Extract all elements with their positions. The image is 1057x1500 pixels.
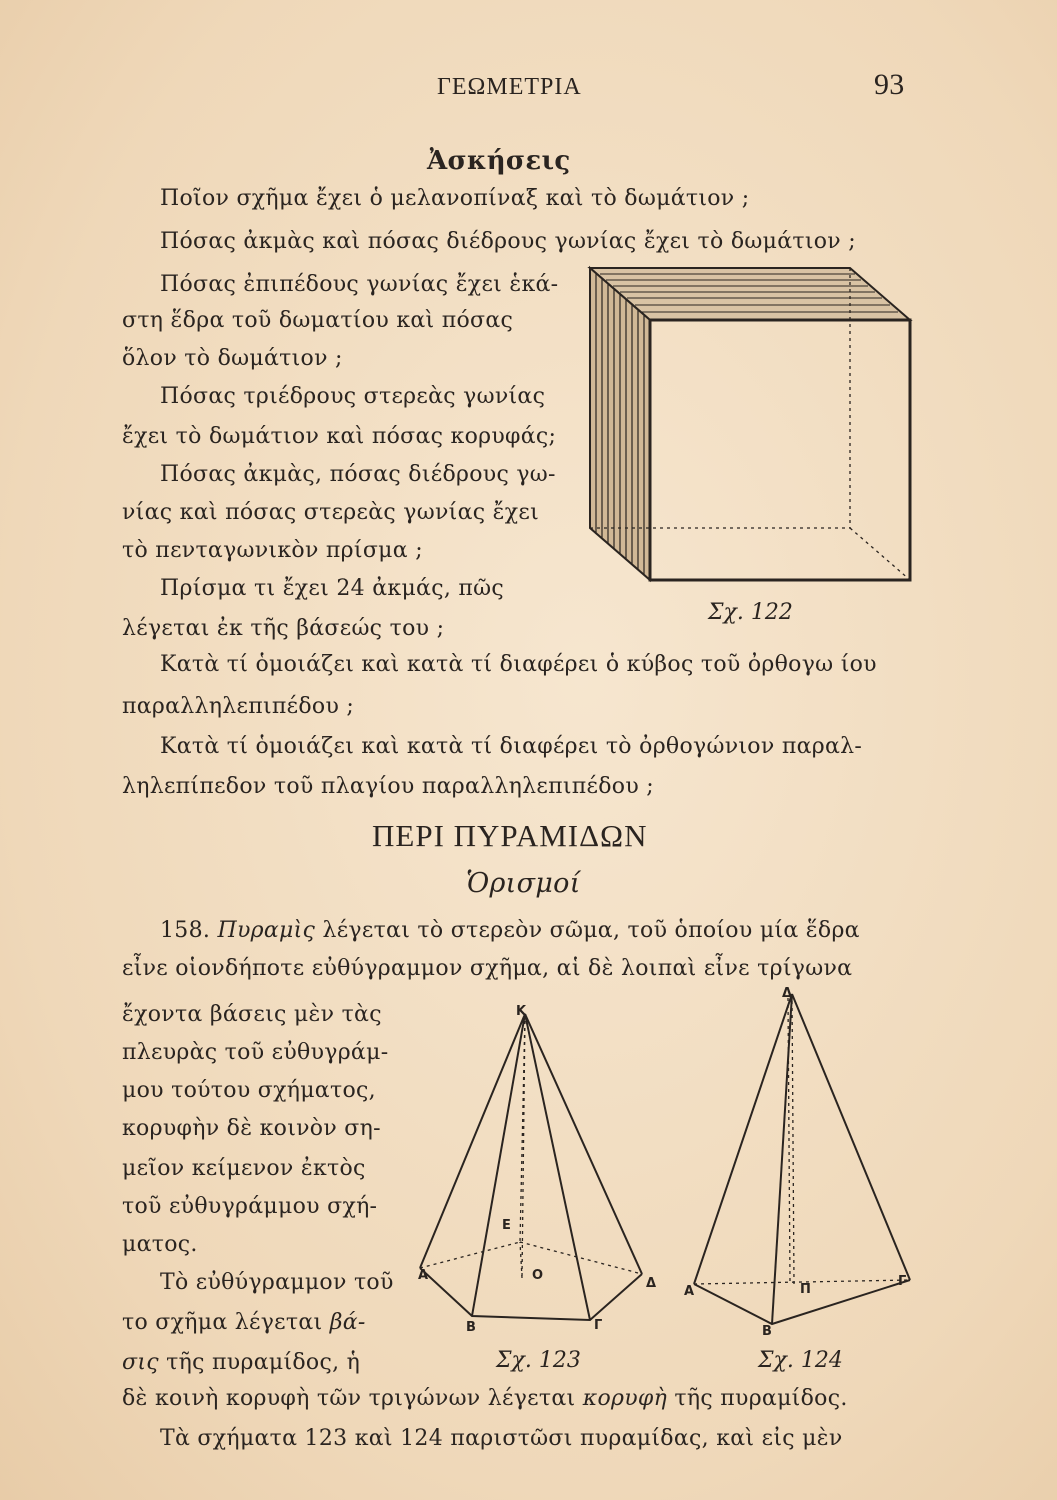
paragraph-number: 158.	[160, 918, 211, 943]
exercise-line: Ποῖον σχῆμα ἔχει ὁ μελανοπίναξ καὶ τὸ δωμάτιον ;	[160, 186, 750, 211]
term-basis-part-a: βά-	[329, 1310, 366, 1335]
term-basis-part-b: σις	[122, 1350, 159, 1375]
fig124-label-B: Β	[762, 1324, 772, 1339]
term-apex: κορυφὴ	[582, 1386, 668, 1411]
fig123-label-G: Γ	[594, 1318, 603, 1333]
exercise-line: Πόσας ἐπιπέδους γωνίας ἔχει ἑκά-	[160, 272, 559, 297]
paragraph-text: τῆς πυραμίδος, ἡ	[166, 1350, 361, 1375]
exercise-line: Κατὰ τί ὁμοιάζει καὶ κατὰ τί διαφέρει τὸ ὀρθογώνιον παραλ-	[160, 734, 863, 759]
fig124-label-G: Γ	[898, 1274, 907, 1289]
paragraph-text: λέγεται τὸ στερεὸν σῶμα, τοῦ ὁποίου μία ἕδρα	[322, 918, 860, 943]
figure-124-caption: Σχ. 124	[758, 1348, 843, 1373]
fig123-label-E: Ε	[502, 1218, 511, 1233]
exercise-line: Πόσας τριέδρους στερεὰς γωνίας	[160, 384, 546, 409]
fig123-label-A: Α	[418, 1268, 429, 1283]
paragraph-text: το σχῆμα λέγεται	[122, 1310, 323, 1335]
paragraph-line: εἶνε οἱονδήποτε εὐθύγραμμον σχῆμα, αἱ δὲ λοιπαὶ εἶνε τρίγωνα	[122, 956, 853, 981]
paragraph-line	[122, 1310, 366, 1335]
paragraph-text: δὲ κοινὴ κορυφὴ τῶν τριγώνων λέγεται	[122, 1386, 576, 1411]
definitions-subheading: Ὁρισμοί	[466, 868, 581, 899]
paragraph-line: τοῦ εὐθυγράμμου σχή-	[122, 1194, 378, 1219]
paragraph-line	[122, 1350, 360, 1375]
fig124-label-D: Δ	[782, 986, 793, 1001]
paragraph-158-line	[160, 918, 860, 943]
paragraph-line: Τὸ εὐθύγραμμον τοῦ	[160, 1270, 394, 1295]
paragraph-line: πλευρὰς τοῦ εὐθυγράμ-	[122, 1040, 389, 1065]
exercise-line: παραλληλεπιπέδου ;	[122, 694, 355, 719]
figure-122-caption: Σχ. 122	[708, 600, 793, 625]
exercise-line: ἔχει τὸ δωμάτιον καὶ πόσας κορυφάς;	[122, 424, 557, 449]
exercise-line: Πόσας ἀκμὰς καὶ πόσας διέδρους γωνίας ἔχει τὸ δωμάτιον ;	[160, 229, 856, 254]
paragraph-line: Τὰ σχήματα 123 καὶ 124 παριστῶσι πυραμίδας, καὶ εἰς μὲν	[160, 1426, 843, 1451]
exercises-title: Ἀσκήσεις	[427, 146, 571, 176]
exercise-line: Πόσας ἀκμὰς, πόσας διέδρους γω-	[160, 462, 556, 487]
fig124-label-P: Π	[800, 1282, 811, 1297]
figure-123-caption: Σχ. 123	[496, 1348, 581, 1373]
paragraph-line: μου τούτου σχήματος,	[122, 1078, 376, 1103]
paragraph-line: ἔχοντα βάσεις μὲν τὰς	[122, 1002, 382, 1027]
fig123-label-O: Ο	[532, 1268, 544, 1283]
exercise-line: στη ἕδρα τοῦ δωματίου καὶ πόσας	[122, 308, 514, 333]
fig124-label-A: Α	[684, 1284, 695, 1299]
exercise-line: νίας καὶ πόσας στερεὰς γωνίας ἔχει	[122, 500, 539, 525]
exercise-line: ληλεπίπεδον τοῦ πλαγίου παραλληλεπιπέδου ;	[122, 774, 655, 799]
fig123-label-B: Β	[466, 1320, 476, 1335]
term-pyramid: Πυραμὶς	[217, 918, 316, 943]
exercise-line: τὸ πενταγωνικὸν πρίσμα ;	[122, 538, 423, 563]
exercise-line: λέγεται ἐκ τῆς βάσεώς του ;	[122, 616, 445, 641]
fig123-label-D: Δ	[646, 1276, 657, 1291]
page-number: 93	[874, 68, 905, 101]
paragraph-line: κορυφὴν δὲ κοινὸν ση-	[122, 1116, 381, 1141]
paragraph-line: μεῖον κείμενον ἐκτὸς	[122, 1156, 366, 1181]
figure-123-pentagonal-pyramid	[410, 1006, 670, 1346]
paragraph-line: ματος.	[122, 1232, 198, 1257]
section-heading: ΠΕΡΙ ΠΥΡΑΜΙΔΩΝ	[372, 818, 648, 853]
running-header: ΓΕΩΜΕΤΡΙΑ	[437, 74, 582, 100]
paragraph-line	[122, 1386, 848, 1411]
exercise-line: ὅλον τὸ δωμάτιον ;	[122, 346, 343, 371]
figure-122-cube	[580, 258, 920, 598]
paragraph-text: τῆς πυραμίδος.	[674, 1386, 848, 1411]
exercise-line: Πρίσμα τι ἔχει 24 ἀκμάς, πῶς	[160, 576, 505, 601]
exercise-line: Κατὰ τί ὁμοιάζει καὶ κατὰ τί διαφέρει ὁ κύβος τοῦ ὀρθογω ίου	[160, 652, 877, 677]
fig123-label-K: Κ	[516, 1004, 527, 1019]
